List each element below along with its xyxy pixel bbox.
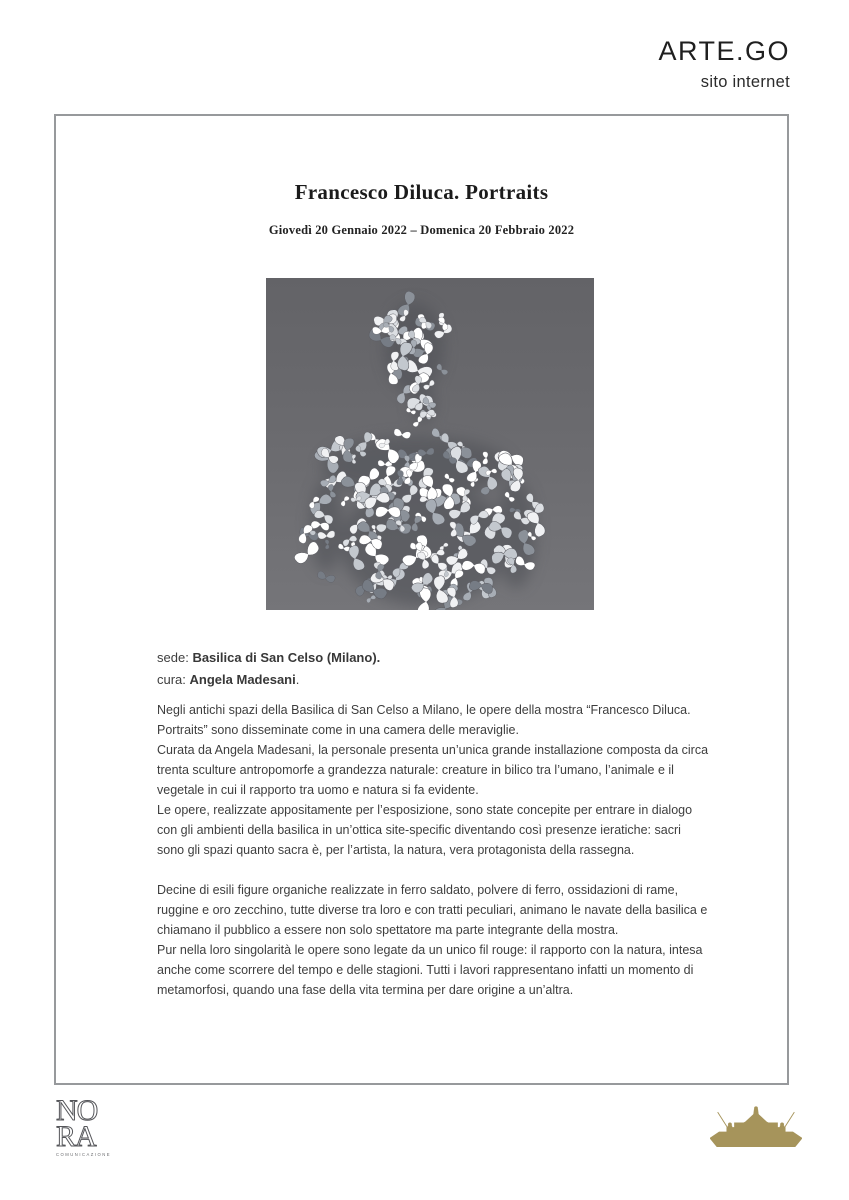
article-title: Francesco Diluca. Portraits <box>294 180 549 204</box>
nora-logo-line2: RA <box>56 1120 96 1153</box>
exhibition-dates: Giovedì 20 Gennaio 2022 – Domenica 20 Febbraio 2022 <box>268 223 575 237</box>
nora-logo <box>55 1094 113 1160</box>
article-body <box>157 700 709 1000</box>
nora-logo-subtext: COMUNICAZIONE <box>56 1152 112 1157</box>
nora-logo-line1: NO <box>56 1094 98 1127</box>
body-sentence: Pur nella loro singolarità le opere sono legate da un unico fil rouge: il rapporto con la natura, intesa anche come scorrere del tempo e delle stagioni. Tutti i lavori rappresentano infatti un momento di metamorfosi, quando una fase della vita termina per dare origine a un’altra. <box>157 943 703 997</box>
press-sheet <box>54 114 789 1085</box>
venue-line <box>157 647 380 669</box>
brand-logo: ARTE.GO <box>658 36 790 66</box>
curator-line <box>157 669 380 691</box>
body-sentence: Decine di esili figure organiche realizzate in ferro saldato, polvere di ferro, ossidazioni di rame, ruggine e oro zecchino, tutte diverse tra loro e con tratti peculiari, animano le navate della basilica e chiamano il pubblico a essere non solo spettatore ma parte integrante della mostra. <box>157 883 708 937</box>
artwork-photo <box>266 278 594 610</box>
venue-value: Basilica di San Celso (Milano). <box>192 650 381 665</box>
butterfly-sculpture-image <box>266 278 594 610</box>
curator-suffix: . <box>295 672 300 687</box>
curator-value: Angela Madesani <box>189 672 296 687</box>
venue-label: sede: <box>157 650 189 665</box>
paragraph-block <box>157 700 709 860</box>
body-sentence: Curata da Angela Madesani, la personale presenta un’unica grande installazione composta da circa trenta sculture antropomorfe a grandezza naturale: creature in bilico tra l’umano, l’animale e il vegetale in cui il rapporto tra uomo e natura si fa evidente. <box>157 743 709 797</box>
brand-tagline: sito internet <box>700 73 790 91</box>
exhibition-meta <box>157 647 380 691</box>
body-sentence: Le opere, realizzate appositamente per l’esposizione, sono state concepite per entrare in dialogo con gli ambienti della basilica in un’ottica site-specific diventando così presenze ieratiche: sacri sono gli spazi quanto sacra è, per l’artista, la natura, vera protagonista della rassegna. <box>157 803 693 857</box>
body-sentence: Negli antichi spazi della Basilica di San Celso a Milano, le opere della mostra “Francesco Diluca. Portraits” sono disseminate come in una camera delle meraviglie. <box>157 703 691 737</box>
curator-label: cura: <box>157 672 186 687</box>
basilica-emblem-icon <box>710 1106 802 1152</box>
letterhead <box>658 36 790 92</box>
paragraph-block <box>157 880 709 1000</box>
